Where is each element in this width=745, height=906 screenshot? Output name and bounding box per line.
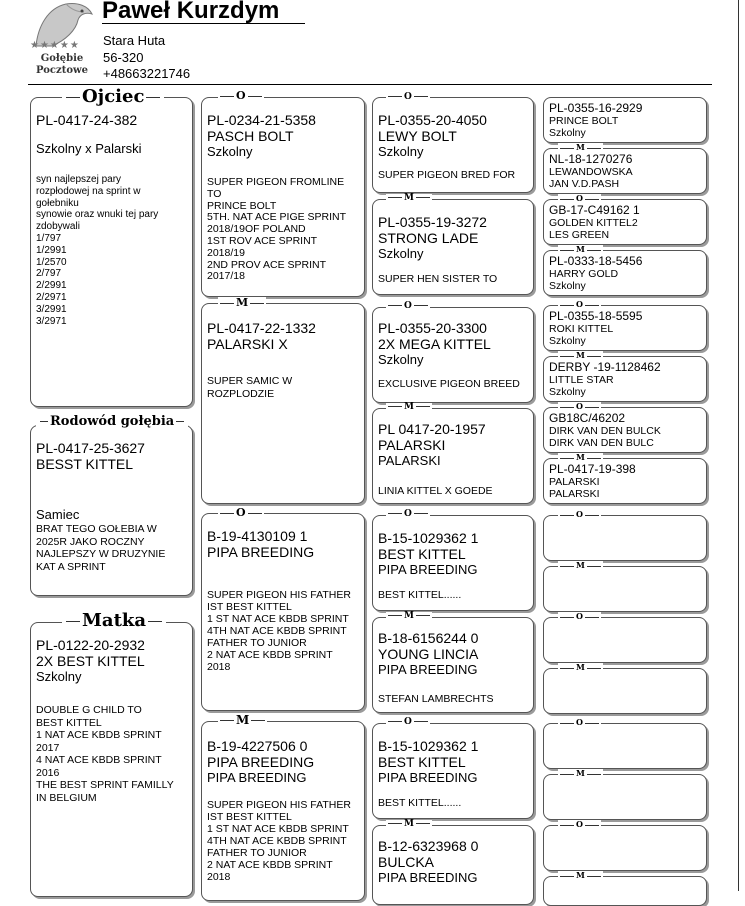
sex-tag-m: M — [558, 143, 603, 151]
sex-tag-o: O — [386, 510, 430, 519]
father-card[interactable] — [30, 97, 193, 407]
subject-note: BRAT TEGO GOŁEBIA W 2025R JAKO ROCZNY NAJLEPSZY W DRUZYNIE KAT A SPRINT — [36, 523, 166, 573]
grandparent-card[interactable]: B-19-4130109 1 PIPA BREEDING SUPER PIGEON HIS FATHER IST BEST KITTEL 1 ST NAT ACE KBDB SPRINT 4TH NAT ACE KBDB SPRINT FATHER TO JUNIOR 2 NAT ACE KBDB SPRINT 2018 — [201, 513, 365, 711]
logo-text-1: Gołębie — [40, 53, 84, 64]
owner-name: Paweł Kurzdym — [102, 0, 280, 24]
ancestor-card[interactable]: PL-0355-16-2929 PRINCE BOLT Szkolny — [543, 97, 707, 143]
sex-tag-o: O — [558, 300, 601, 308]
pedigree-label: Rodowód gołębia — [36, 415, 188, 428]
sex-tag-o: O — [386, 302, 430, 311]
owner-phone: +48663221746 — [103, 66, 191, 81]
father-note: syn najlepszej pary rozpłodowej na sprint w gołebniku synowie oraz wnuki tej pary zdobywali 1/797 1/2991 1/2570 2/797 2/2991 2/2971 3/2991 3/2971 — [36, 174, 159, 327]
owner-postal: 56-320 — [103, 50, 144, 65]
ancestor-card[interactable]: B-12-6323968 0 BULCKA PIPA BREEDING — [372, 825, 534, 905]
ancestor-card[interactable]: PL-0355-18-5595 ROKI KITTEL Szkolny — [543, 305, 707, 351]
owner-city: Stara Huta — [103, 33, 166, 48]
sex-tag-m: M — [558, 561, 603, 569]
page-edge — [738, 0, 739, 891]
sex-tag-m: M — [218, 714, 267, 726]
grandparent-card[interactable]: PL-0417-22-1332 PALARSKI X SUPER SAMIC W ROZPLODZIE — [201, 303, 365, 504]
sex-tag-o: O — [558, 194, 601, 202]
sex-tag-o: O — [558, 510, 601, 518]
sex-tag-m: M — [558, 245, 603, 253]
sex-tag-m: M — [218, 297, 266, 308]
father-breed: Szkolny x Palarski — [36, 141, 142, 156]
mother-name: 2X BEST KITTEL — [36, 653, 145, 669]
subject-name: BESST KITTEL — [36, 456, 133, 472]
ancestor-card[interactable]: PL-0333-18-5456 HARRY GOLD Szkolny — [543, 250, 707, 296]
ancestor-card[interactable] — [543, 825, 707, 871]
ancestor-card[interactable]: GB-17-C49162 1 GOLDEN KITTEL2 LES GREEN — [543, 199, 707, 245]
ancestor-card[interactable] — [543, 668, 707, 714]
ancestor-card[interactable]: PL-0355-20-4050 LEWY BOLT Szkolny SUPER PIGEON BRED FOR — [372, 97, 534, 193]
subject-sex: Samiec — [36, 507, 80, 522]
sex-tag-o: O — [558, 718, 601, 726]
ancestor-card[interactable]: PL-0355-20-3300 2X MEGA KITTEL Szkolny EXCLUSIVE PIGEON BREED — [372, 307, 534, 403]
ancestor-card[interactable] — [543, 566, 707, 612]
ancestor-card[interactable]: PL-0417-19-398 PALARSKI PALARSKI — [543, 458, 707, 504]
ancestor-card[interactable]: PL-0355-19-3272 STRONG LADE Szkolny SUPER HEN SISTER TO — [372, 199, 534, 295]
ancestor-card[interactable]: DERBY -19-1128462 LITTLE STAR Szkolny — [543, 356, 707, 402]
owner-underline — [102, 23, 305, 24]
sex-tag-m: M — [558, 663, 603, 671]
sex-tag-o: O — [558, 612, 601, 620]
subject-ring: PL-0417-25-3627 — [36, 440, 145, 456]
father-label: Ojciec — [62, 88, 164, 106]
grandparent-card[interactable]: PL-0234-21-5358 PASCH BOLT Szkolny SUPER PIGEON FROMLINE TO PRINCE BOLT 5TH. NAT ACE PIGE SPRINT 2018/19OF POLAND 1ST ROV ACE SPRINT 2018/19 2ND PROV ACE SPRINT 2017/18 — [201, 97, 365, 297]
ancestor-card[interactable]: NL-18-1270276 LEWANDOWSKA JAN V.D.PASH — [543, 148, 707, 194]
sex-tag-m: M — [558, 351, 603, 359]
ancestor-card[interactable] — [543, 774, 707, 820]
sex-tag-m: M — [386, 403, 432, 412]
ancestor-card[interactable] — [543, 723, 707, 769]
ancestor-card[interactable]: PL 0417-20-1957 PALARSKI PALARSKI LINIA KITTEL X GOEDE — [372, 408, 534, 504]
sex-tag-m: M — [386, 194, 432, 203]
sex-tag-m: M — [558, 871, 603, 879]
logo — [26, 0, 98, 80]
sex-tag-o: O — [386, 718, 430, 727]
sex-tag-m: M — [558, 769, 603, 777]
ancestor-card[interactable]: B-15-1029362 1 BEST KITTEL PIPA BREEDING BEST KITTEL...... — [372, 723, 534, 819]
father-ring: PL-0417-24-382 — [36, 112, 138, 128]
ancestor-card[interactable] — [543, 876, 707, 906]
ancestor-card[interactable] — [543, 515, 707, 561]
sex-tag-o: O — [218, 90, 264, 101]
sex-tag-m: M — [558, 453, 603, 461]
mother-label: Matka — [62, 612, 166, 630]
mother-note: DOUBLE G CHILD TO BEST KITTEL 1 NAT ACE KBDB SPRINT 2017 4 NAT ACE KBDB SPRINT 2016 THE BEST SPRINT FAMILLY IN BELGIUM — [36, 704, 174, 804]
subject-card[interactable] — [30, 425, 193, 596]
sex-tag-o: O — [218, 507, 264, 518]
sex-tag-o: O — [386, 93, 430, 102]
ancestor-card[interactable] — [543, 617, 707, 663]
sex-tag-m: M — [386, 820, 432, 829]
logo-text-2: Pocztowe — [36, 65, 88, 76]
mother-card[interactable] — [30, 622, 193, 897]
ancestor-card[interactable]: B-15-1029362 1 BEST KITTEL PIPA BREEDING BEST KITTEL...... — [372, 515, 534, 611]
sex-tag-m: M — [386, 612, 432, 621]
mother-breed: Szkolny — [36, 669, 82, 684]
header-rule — [28, 84, 712, 85]
grandparent-card[interactable]: B-19-4227506 0 PIPA BREEDING PIPA BREEDING SUPER PIGEON HIS FATHER IST BEST KITTEL 1 ST NAT ACE KBDB SPRINT 4TH NAT ACE KBDB SPRINT FATHER TO JUNIOR 2 NAT ACE KBDB SPRINT 2018 — [201, 721, 365, 901]
ancestor-card[interactable]: GB18C/46202 DIRK VAN DEN BULCK DIRK VAN DEN BULC — [543, 407, 707, 453]
sex-tag-o: O — [558, 820, 601, 828]
ancestor-card[interactable]: B-18-6156244 0 YOUNG LINCIA PIPA BREEDING STEFAN LAMBRECHTS — [372, 617, 534, 713]
sex-tag-o: O — [558, 402, 601, 410]
rating-stars: ★★★★★ — [30, 40, 80, 51]
mother-ring: PL-0122-20-2932 — [36, 637, 145, 653]
